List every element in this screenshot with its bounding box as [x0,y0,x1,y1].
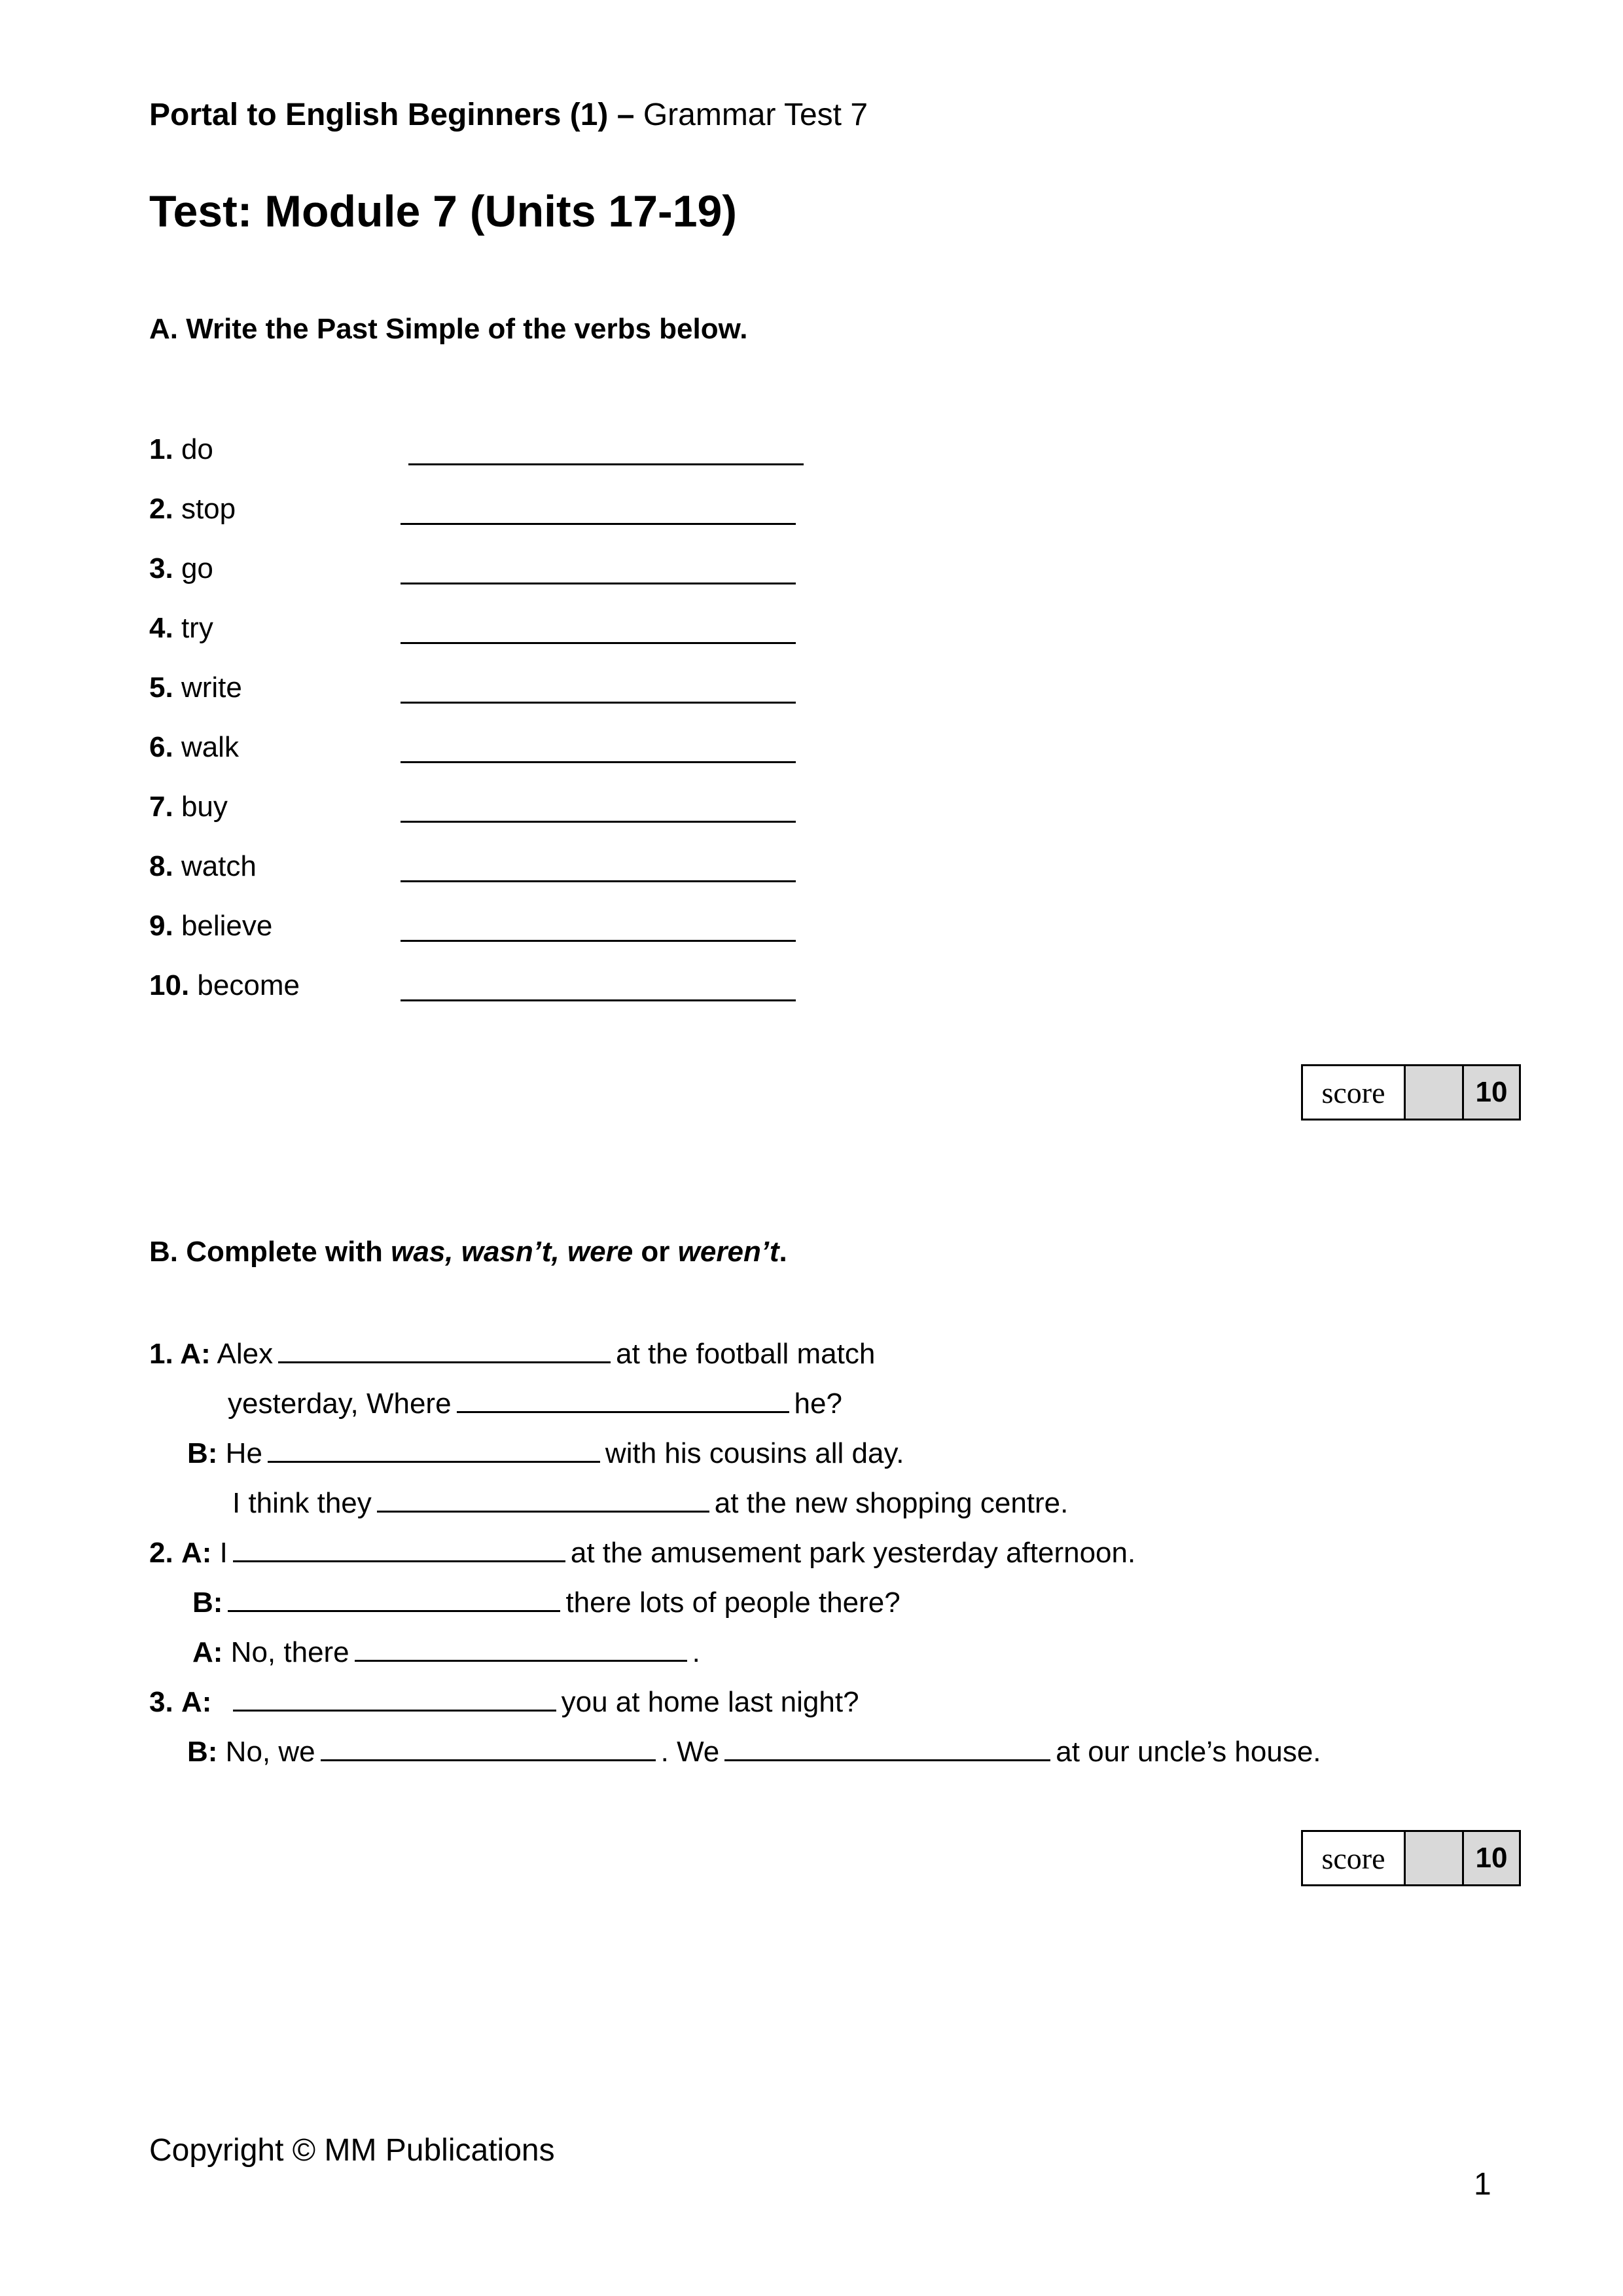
answer-blank[interactable] [408,463,804,465]
verb-word: go [181,552,213,584]
list-item [149,910,272,942]
item-number: 3. [149,1686,173,1718]
answer-blank[interactable] [228,1584,560,1612]
list-item [149,731,239,764]
answer-blank[interactable] [233,1683,556,1712]
line-text: I [219,1537,228,1569]
instruction-prefix: B. Complete with [149,1236,391,1268]
document-header [149,97,868,133]
section-b-instruction [149,1236,787,1268]
speaker-label: B: [187,1437,218,1469]
line-text: No, there [230,1636,349,1668]
line-text: he? [794,1388,842,1420]
header-dash: – [616,98,635,132]
answer-blank[interactable] [401,702,796,704]
answer-blank[interactable] [401,761,796,763]
series-title: Portal to English Beginners (1) [149,98,609,132]
speaker-label: B: [192,1587,223,1619]
instruction-end: . [779,1236,787,1268]
dialogue-line-1 [149,1335,875,1371]
list-item [149,552,213,585]
list-item [149,433,213,466]
verb-word: believe [181,910,273,942]
answer-blank[interactable] [401,821,796,823]
line-text: yesterday, Where [228,1388,452,1420]
dialogue-line-9 [187,1733,1321,1768]
page-number: 1 [1474,2167,1491,2202]
speaker-label: A: [192,1636,223,1668]
answer-blank[interactable] [401,642,796,644]
line-text: . We [660,1736,720,1768]
item-number: 4. [149,612,173,644]
dialogue-line-6 [192,1584,901,1619]
line-text: Alex [217,1338,274,1370]
speaker-label: A: [181,1686,212,1718]
section-a-instruction: A. Write the Past Simple of the verbs below. [149,313,748,345]
item-number: 2. [149,493,173,525]
answer-blank[interactable] [457,1385,789,1413]
answer-blank[interactable] [321,1733,656,1761]
line-text: I think they [232,1487,372,1519]
verb-word: buy [181,791,228,823]
verb-word: stop [181,493,236,525]
verb-word: try [181,612,213,644]
list-item [149,969,300,1002]
line-text: with his cousins all day. [605,1437,904,1469]
list-item [149,791,228,823]
item-number: 1. A: [149,1338,211,1370]
score-label: score [1303,1832,1406,1884]
line-text: you at home last night? [561,1686,859,1718]
list-item [149,493,236,526]
answer-blank[interactable] [401,940,796,942]
score-input[interactable] [1406,1832,1464,1884]
item-number: 1. [149,433,173,465]
answer-blank[interactable] [401,523,796,525]
answer-blank[interactable] [377,1484,709,1513]
instruction-last: weren’t [677,1236,779,1268]
instruction-or: or [633,1236,678,1268]
line-text: there lots of people there? [565,1587,901,1619]
list-item [149,672,242,704]
verb-word: walk [181,731,239,763]
score-max: 10 [1464,1066,1519,1119]
answer-blank[interactable] [268,1435,600,1463]
item-number: 8. [149,850,173,882]
item-number: 10. [149,969,190,1001]
answer-blank[interactable] [278,1335,611,1363]
verb-word: do [181,433,213,465]
item-number: 7. [149,791,173,823]
item-number: 9. [149,910,173,942]
section-b-score-box [1301,1830,1521,1886]
item-number: 5. [149,672,173,704]
dialogue-line-4 [232,1484,1068,1520]
dialogue-line-5 [149,1534,1135,1570]
answer-blank[interactable] [355,1634,687,1662]
verb-word: become [197,969,300,1001]
dialogue-line-3 [187,1435,904,1470]
test-name: Grammar Test 7 [643,98,868,132]
instruction-words: was, wasn’t, were [391,1236,633,1268]
dialogue-line-2 [228,1385,842,1420]
answer-blank[interactable] [401,999,796,1001]
list-item [149,612,213,645]
item-number: 6. [149,731,173,763]
line-text: He [225,1437,262,1469]
verb-word: write [181,672,242,704]
item-number: 2. [149,1537,173,1569]
line-text: at the new shopping centre. [714,1487,1069,1519]
section-a-score-box [1301,1064,1521,1121]
line-text: . [692,1636,700,1668]
score-input[interactable] [1406,1066,1464,1119]
copyright: Copyright © MM Publications [149,2133,555,2168]
page-title: Test: Module 7 (Units 17-19) [149,187,737,236]
dialogue-line-7 [192,1634,700,1669]
speaker-label: A: [181,1537,212,1569]
line-text: No, we [225,1736,315,1768]
answer-blank[interactable] [233,1534,565,1562]
item-number: 3. [149,552,173,584]
score-label: score [1303,1066,1406,1119]
answer-blank[interactable] [401,583,796,584]
dialogue-line-8 [149,1683,859,1719]
score-max: 10 [1464,1832,1519,1884]
line-text: at our uncle’s house. [1056,1736,1321,1768]
answer-blank[interactable] [724,1733,1050,1761]
line-text: at the football match [616,1338,876,1370]
speaker-label: B: [187,1736,218,1768]
verb-word: watch [181,850,257,882]
answer-blank[interactable] [401,880,796,882]
list-item [149,850,257,883]
line-text: at the amusement park yesterday afternoon. [570,1537,1136,1569]
